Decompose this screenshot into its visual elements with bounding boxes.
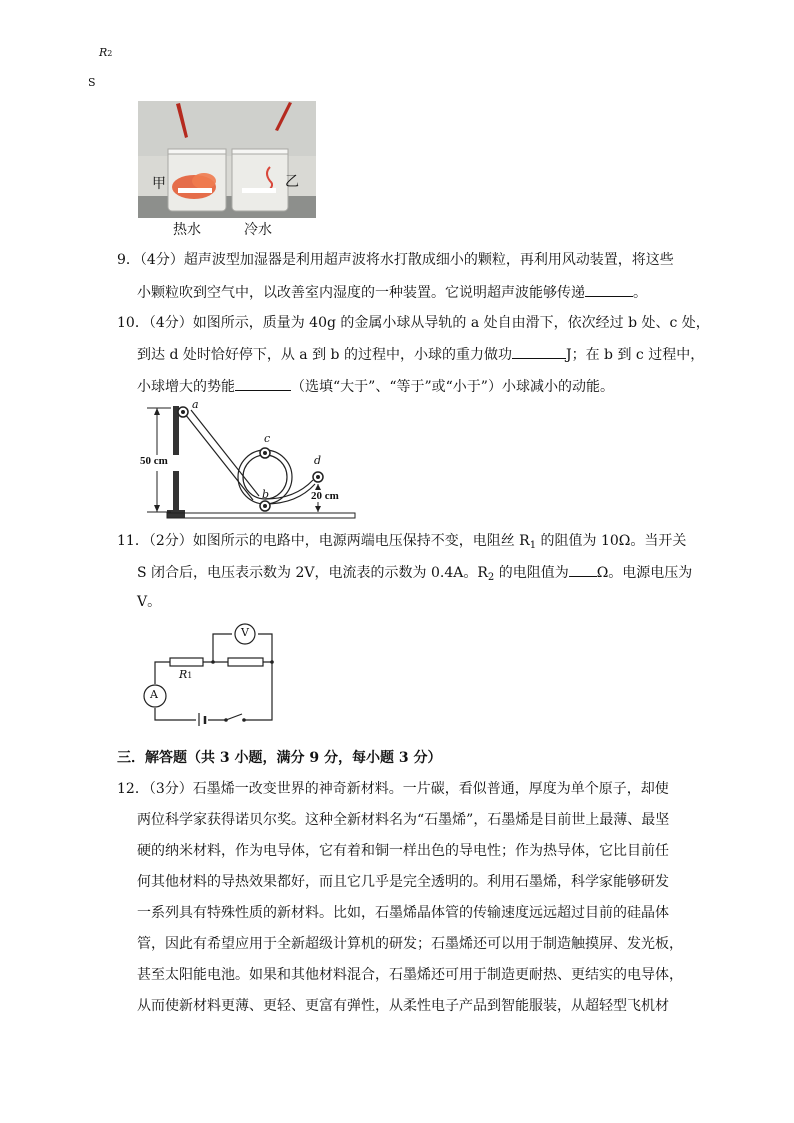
ammeter-label: A <box>150 688 158 701</box>
caption-hot-water: 热水 <box>173 222 201 238</box>
q12-line-2: 两位科学家获得诺贝尔奖。这种全新材料名为“石墨烯”，石墨烯是目前世上最薄、最坚 <box>137 812 670 828</box>
fig10-height-50: 50 cm <box>140 455 168 467</box>
q12-line-4: 何其他材料的导热效果都好，而且它几乎是完全透明的。利用石墨烯，科学家能够研发 <box>137 874 669 890</box>
r2-label <box>99 46 112 59</box>
q12-line-1: 12．（3分）石墨烯一改变世界的神奇新材料。一片碳，看似普通，厚度为单个原子，却使 <box>117 781 669 797</box>
q11-line2-b: 的电阻值为 <box>494 565 569 581</box>
section-3-title: 三．解答题（共 3 小题，满分 9 分，每小题 3 分） <box>117 750 442 766</box>
caption-cold-water: 冷水 <box>244 222 272 238</box>
track-diagram <box>137 400 357 522</box>
q9-answer-blank[interactable] <box>585 282 633 297</box>
q12-line-5: 一系列具有特殊性质的新材料。比如，石墨烯晶体管的传输速度远远超过目前的硅晶体 <box>137 905 669 921</box>
fig10-label-d: d <box>314 454 322 467</box>
q11-line1-a: 11．（2分）如图所示的电路中，电源两端电压保持不变，电阻丝 R <box>117 533 530 549</box>
q10-line1: 10．（4分）如图所示，质量为 40g 的金属小球从导轨的 a 处自由滑下，依次经过 b 处、c 处， <box>117 315 710 331</box>
fig10-label-a: a <box>192 398 199 411</box>
r2-letter: R <box>99 46 108 59</box>
r1-letter: R <box>179 668 188 681</box>
q11-line2-c: Ω。电源电压为 <box>596 565 693 581</box>
fig10-label-c: c <box>264 432 271 445</box>
r2-sub: 2 <box>107 49 113 58</box>
q11-r1-sub: 1 <box>529 540 537 551</box>
r1-label <box>179 668 192 681</box>
q11-line2-a: S 闭合后，电压表示数为 2V，电流表的示数为 0.4A。R <box>137 565 488 581</box>
photo-label-left: 甲 <box>152 176 166 192</box>
q10-line3-a: 小球增大的势能 <box>137 379 235 395</box>
r1-sub: 1 <box>187 671 193 680</box>
q10-line3-b: （选填“大于”、“等于”或“小于”）小球减小的动能。 <box>291 379 614 395</box>
beaker-photo-image <box>138 101 316 218</box>
q10-line3 <box>137 376 614 397</box>
circuit-figure <box>140 622 280 726</box>
q11-r2-sub: 2 <box>487 572 495 583</box>
track-figure <box>137 400 357 522</box>
q11-line1-b: 的阻值为 10Ω。当开关 <box>536 533 687 549</box>
q11-line2 <box>137 562 692 588</box>
beaker-photo <box>138 101 316 218</box>
q11-resistance-blank[interactable] <box>569 562 597 577</box>
circuit-diagram <box>140 622 280 726</box>
q9-line2-end: 。 <box>633 285 647 301</box>
q11-line1 <box>117 531 686 556</box>
q12-line-7: 甚至太阳能电池。如果和其他材料混合，石墨烯还可用于制造更耐热、更结实的电导体， <box>137 967 683 983</box>
fig10-label-b: b <box>262 488 270 501</box>
q12-line-8: 从而使新材料更薄、更轻、更富有弹性，从柔性电子产品到智能服装，从超轻型飞机材 <box>137 998 669 1014</box>
q9-line1: 9．（4分）超声波型加湿器是利用超声波将水打散成细小的颗粒，再利用风动装置，将这些 <box>117 252 674 268</box>
q12-line-3: 硬的纳米材料，作为电导体，它有着和铜一样出色的导电性；作为热导体，它比目前任 <box>137 843 669 859</box>
q10-energy-blank[interactable] <box>235 376 291 391</box>
q9-line2-text: 小颗粒吹到空气中，以改善室内湿度的一种装置。它说明超声波能够传递 <box>137 285 585 301</box>
q10-work-blank[interactable] <box>512 344 566 359</box>
switch-label: S <box>88 76 96 89</box>
q11-line3: V。 <box>137 594 162 610</box>
fig10-height-20: 20 cm <box>311 490 339 502</box>
q10-line2-b: J；在 b 到 c 过程中， <box>565 347 705 363</box>
q10-line2 <box>137 344 704 365</box>
photo-label-right: 乙 <box>285 174 299 190</box>
q9-line2 <box>137 282 647 303</box>
voltmeter-label: V <box>241 626 249 639</box>
q12-line-6: 管，因此有希望应用于全新超级计算机的研发；石墨烯还可以用于制造触摸屏、发光板， <box>137 936 683 952</box>
q10-line2-a: 到达 d 处时恰好停下，从 a 到 b 的过程中，小球的重力做功 <box>137 347 512 363</box>
